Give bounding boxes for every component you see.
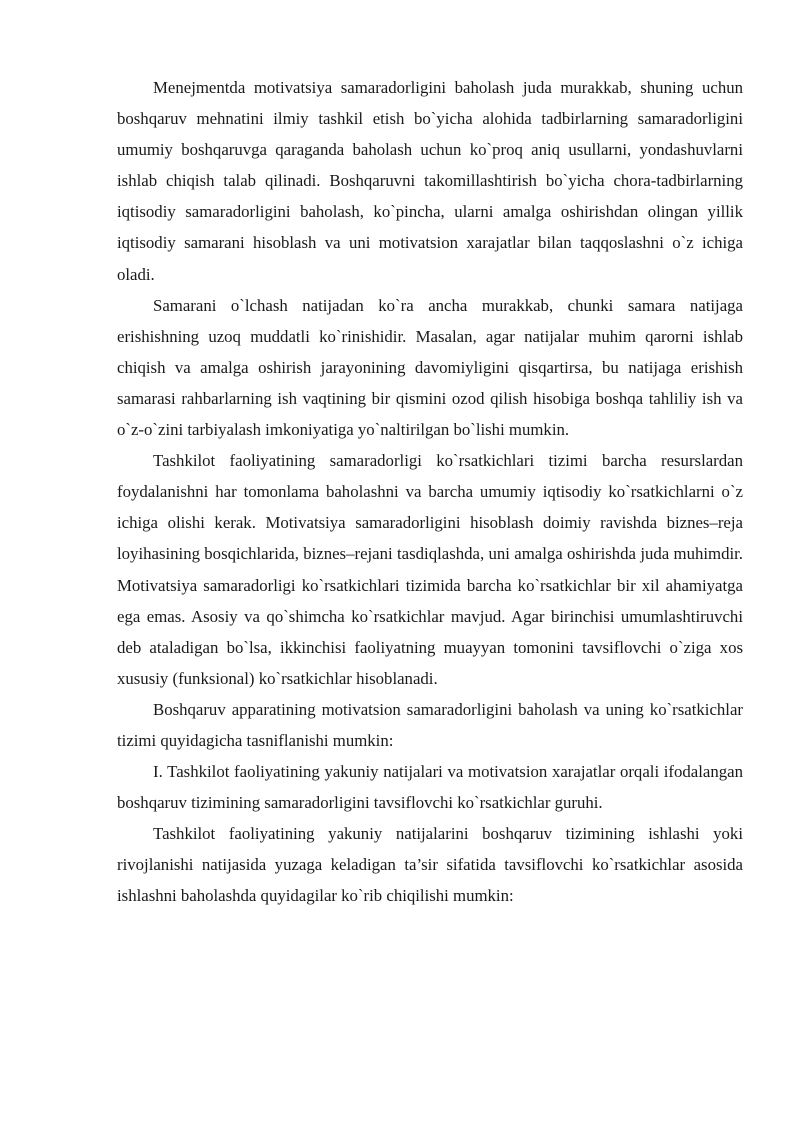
paragraph-indicator-system: Tashkilot faoliyatining samaradorligi ko`rsatkichlari tizimi barcha resurslardan foydalanishni har tomonlama baholashni va barcha umumiy iqtisodiy ko`rsatkichlarni o`z ichiga olishi kerak. Motivatsiya samaradorligini hisoblash doimiy ravishda biznes–reja loyihasining bosqichlarida, biznes–rejani tasdiqlashda, uni amalga oshirishda juda muhimdir. Motivatsiya samaradorligi ko`rsatkichlari tizimida barcha ko`rsatkichlar bir xil ahamiyatga ega emas. Asosiy va qo`shimcha ko`rsatkichlar mavjud. Agar birinchisi umumlashtiruvchi deb ataladigan bo`lsa, ikkinchisi faoliyatning muayyan tomonini tavsiflovchi o`ziga xos xususiy (funksional) ko`rsatkichlar hisoblanadi. [117,451,743,688]
paragraph-final-results: Tashkilot faoliyatining yakuniy natijalarini boshqaruv tizimining ishlashi yoki rivojlanishi natijasida yuzaga keladigan ta’sir sifatida tavsiflovchi ko`rsatkichlar asosida ishlashni baholashda quyidagilar ko`rib chiqilishi mumkin: [117,824,743,906]
paragraph-indicator-group-one: I. Tashkilot faoliyatining yakuniy natijalari va motivatsion xarajatlar orqali ifodalangan boshqaruv tizimining samaradorligini tavsiflovchi ko`rsatkichlar guruhi. [117,762,743,813]
document-page [117,72,743,912]
paragraph-motivation-evaluation: Menejmentda motivatsiya samaradorligini baholash juda murakkab, shuning uchun boshqaruv mehnatini ilmiy tashkil etish bo`yicha alohida tadbirlarning samaradorligini umumiy boshqaruvga qaraganda baholash uchun ko`proq aniq usullarni, yondashuvlarni ishlab chiqish talab qilinadi. Boshqaruvni takomillashtirish bo`yicha chora-tadbirlarning iqtisodiy samaradorligini baholash, ko`pincha, ularni amalga oshirishdan olingan yillik iqtisodiy samarani hisoblash va uni motivatsion xarajatlar bilan taqqoslashni o`z ichiga oladi. [117,78,743,284]
paragraph-effect-measurement: Samarani o`lchash natijadan ko`ra ancha murakkab, chunki samara natijaga erishishning uzoq muddatli ko`rinishidir. Masalan, agar natijalar muhim qarorni ishlab chiqish va amalga oshirish jarayonining davomiyligini qisqartirsa, bu natijaga erishish samarasi rahbarlarning ish vaqtining bir qismini ozod qilish hisobiga boshqa tahliliy ish va o`z-o`zini tarbiyalash imkoniyatiga yo`naltirilgan bo`lishi mumkin. [117,295,743,440]
paragraph-classification-intro: Boshqaruv apparatining motivatsion samaradorligini baholash va uning ko`rsatkichlar tizimi quyidagicha tasniflanishi mumkin: [117,699,743,750]
